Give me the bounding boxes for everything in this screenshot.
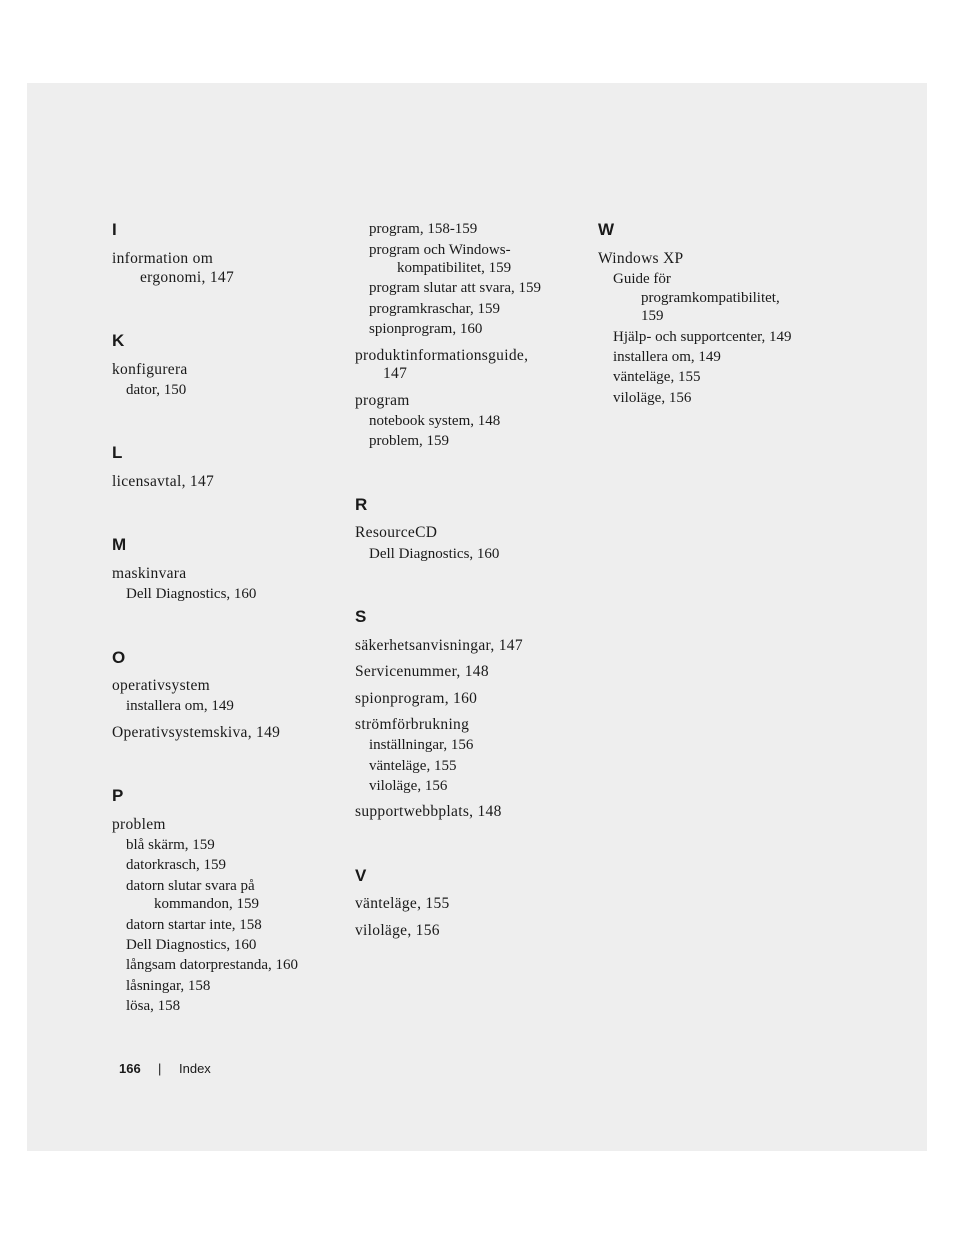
index-subentry: vänteläge, 155 [613,369,701,385]
index-subentry: låsningar, 158 [126,978,211,994]
section-letter-s: S [355,607,367,626]
index-subentry: datorkrasch, 159 [126,857,226,873]
index-subentry: Hjälp- och supportcenter, 149 [613,329,792,345]
index-entry: ResourceCD [355,524,438,541]
index-subentry: program, 158-159 [369,221,478,237]
index-subentry: installera om, 149 [613,349,721,365]
index-entry: problem [112,816,166,833]
index-subentry: Dell Diagnostics, 160 [126,937,257,953]
section-letter-m: M [112,535,127,554]
index-entry: Operativsystemskiva, 149 [112,724,281,741]
section-letter-i: I [112,220,117,239]
index-subentry: programkraschar, 159 [369,301,501,317]
index-subentry: dator, 150 [126,382,187,398]
section-letter-r: R [355,495,368,514]
index-entry: licensavtal, 147 [112,473,215,490]
index-entry: supportwebbplats, 148 [355,803,502,820]
section-letter-p: P [112,786,124,805]
index-subentry: program slutar att svara, 159 [369,280,542,296]
index-entry: konfigurera [112,361,188,378]
index-subentry: problem, 159 [369,433,449,449]
section-letter-k: K [112,331,125,350]
index-subentry: program och Windows- [369,242,511,258]
index-subentry: långsam datorprestanda, 160 [126,957,299,973]
index-subentry-continuation: kompatibilitet, 159 [397,260,512,276]
index-entry: spionprogram, 160 [355,690,478,707]
index-entry-continuation: ergonomi, 147 [140,269,235,286]
section-letter-l: L [112,443,123,462]
section-letter-v: V [355,866,367,885]
page-number: 166 [119,1061,141,1076]
index-entry: operativsystem [112,677,211,694]
index-entry: produktinformationsguide, [355,347,529,364]
index-subentry: spionprogram, 160 [369,321,483,337]
section-letter-w: W [598,220,615,239]
index-subentry-continuation: programkompatibilitet, [641,290,780,306]
index-entry: maskinvara [112,565,187,582]
index-subentry-continuation: kommandon, 159 [154,896,259,912]
index-subentry: Dell Diagnostics, 160 [369,546,500,562]
index-entry: Servicenummer, 148 [355,663,489,680]
index-entry: Windows XP [598,250,684,267]
index-subentry: inställningar, 156 [369,737,474,753]
index-subentry: datorn slutar svara på [126,878,255,894]
index-subentry-continuation: 159 [641,308,664,324]
index-entry: strömförbrukning [355,716,470,733]
index-subentry: Dell Diagnostics, 160 [126,586,257,602]
footer-separator: | [158,1061,162,1076]
section-letter-o: O [112,648,126,667]
index-subentry: datorn startar inte, 158 [126,917,262,933]
index-entry: säkerhetsanvisningar, 147 [355,637,523,654]
index-subentry: installera om, 149 [126,698,234,714]
index-entry: program [355,392,410,409]
index-subentry: lösa, 158 [126,998,181,1014]
index-subentry: viloläge, 156 [613,390,692,406]
index-entry: vänteläge, 155 [355,895,450,912]
index-subentry: blå skärm, 159 [126,837,215,853]
index-subentry: vänteläge, 155 [369,758,457,774]
index-subentry: Guide för [613,271,671,287]
index-entry: information om [112,250,214,267]
index-subentry: viloläge, 156 [369,778,448,794]
index-subentry: notebook system, 148 [369,413,501,429]
index-entry: viloläge, 156 [355,922,440,939]
footer-title: Index [179,1061,211,1076]
index-entry-continuation: 147 [383,365,408,382]
